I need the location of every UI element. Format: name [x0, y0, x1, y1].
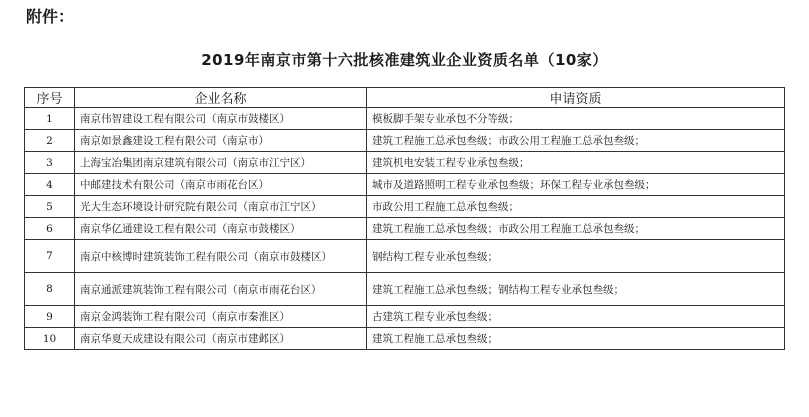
company-name: 南京如景鑫建设工程有限公司（南京市）: [75, 130, 367, 152]
qualification: 钢结构工程专业承包叁级；: [367, 240, 785, 273]
row-number: 10: [25, 328, 75, 350]
table-row: [25, 174, 785, 196]
qualification: 市政公用工程施工总承包叁级；: [367, 196, 785, 218]
qualification-table: [24, 87, 785, 350]
header-company-name: 企业名称: [75, 88, 367, 108]
company-name: 南京伟智建设工程有限公司（南京市鼓楼区）: [75, 108, 367, 130]
row-number: 9: [25, 306, 75, 328]
row-number: 1: [25, 108, 75, 130]
header-serial-number: 序号: [25, 88, 75, 108]
table-row: [25, 196, 785, 218]
company-name: 南京中核博时建筑装饰工程有限公司（南京市鼓楼区）: [75, 240, 367, 273]
header-qualification: 申请资质: [367, 88, 785, 108]
company-name: 光大生态环境设计研究院有限公司（南京市江宁区）: [75, 196, 367, 218]
company-name: 上海宝冶集团南京建筑有限公司（南京市江宁区）: [75, 152, 367, 174]
qualification: 建筑工程施工总承包叁级；市政公用工程施工总承包叁级；: [367, 130, 785, 152]
company-name: 南京通派建筑装饰工程有限公司（南京市雨花台区）: [75, 273, 367, 306]
document-title: 2019年南京市第十六批核准建筑业企业资质名单（10家）: [201, 51, 608, 69]
company-name: 南京华夏天成建设有限公司（南京市建邺区）: [75, 328, 367, 350]
company-name: 南京华亿通建设工程有限公司（南京市鼓楼区）: [75, 218, 367, 240]
qualification: 建筑工程施工总承包叁级；市政公用工程施工总承包叁级；: [367, 218, 785, 240]
table-row: [25, 328, 785, 350]
table-header-row: [25, 88, 785, 108]
qualification: 建筑工程施工总承包叁级；钢结构工程专业承包叁级；: [367, 273, 785, 306]
table-row: [25, 240, 785, 273]
company-name: 南京金鸿装饰工程有限公司（南京市秦淮区）: [75, 306, 367, 328]
company-name: 中邮建技术有限公司（南京市雨花台区）: [75, 174, 367, 196]
table-row: [25, 108, 785, 130]
row-number: 5: [25, 196, 75, 218]
qualification: 建筑机电安装工程专业承包叁级；: [367, 152, 785, 174]
row-number: 2: [25, 130, 75, 152]
qualification: 城市及道路照明工程专业承包叁级；环保工程专业承包叁级；: [367, 174, 785, 196]
row-number: 6: [25, 218, 75, 240]
table-row: [25, 218, 785, 240]
table-row: [25, 130, 785, 152]
row-number: 3: [25, 152, 75, 174]
row-number: 8: [25, 273, 75, 306]
qualification: 建筑工程施工总承包叁级；: [367, 328, 785, 350]
row-number: 7: [25, 240, 75, 273]
attachment-label: 附件：: [26, 7, 75, 26]
qualification: 模板脚手架专业承包不分等级；: [367, 108, 785, 130]
table-row: [25, 306, 785, 328]
table-row: [25, 152, 785, 174]
row-number: 4: [25, 174, 75, 196]
table-row: [25, 273, 785, 306]
qualification: 古建筑工程专业承包叁级；: [367, 306, 785, 328]
